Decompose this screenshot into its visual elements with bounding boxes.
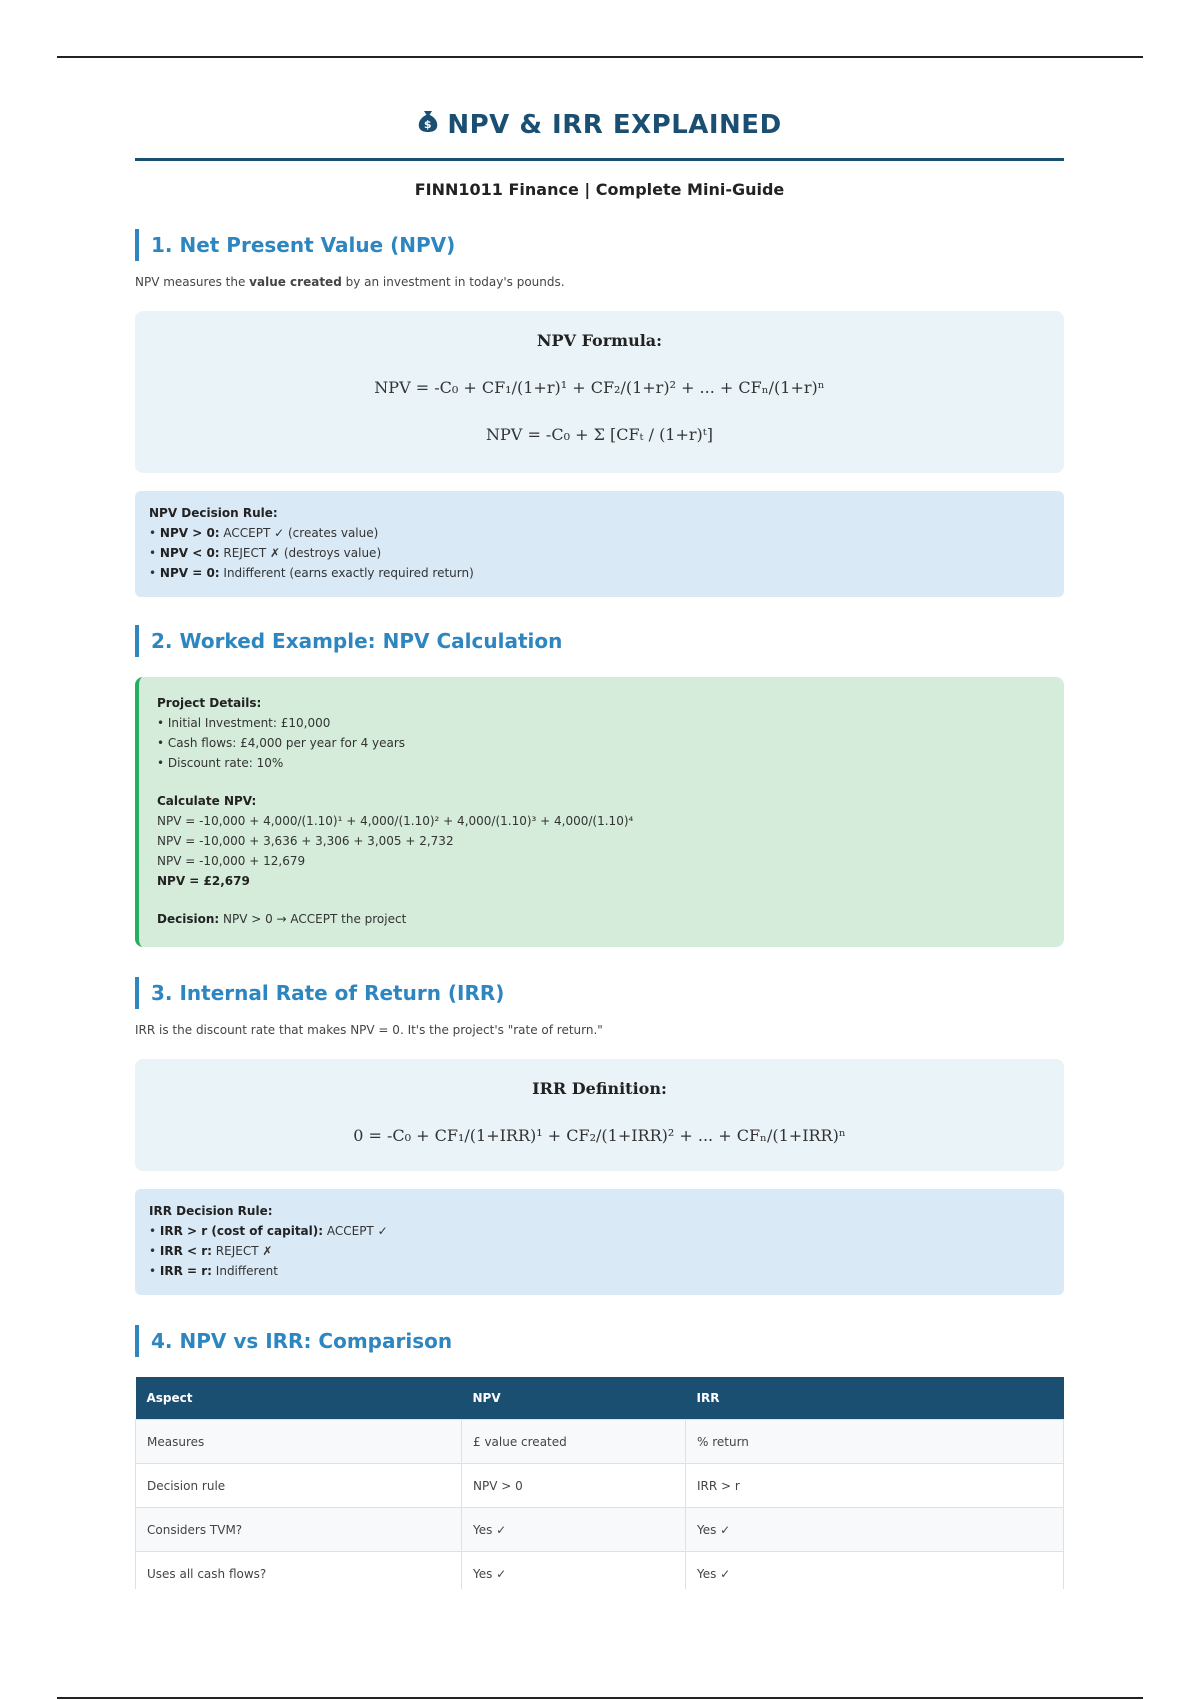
project-detail-item: • Cash flows: £4,000 per year for 4 years [157,736,406,750]
section-heading-irr: 3. Internal Rate of Return (IRR) [135,977,1064,1009]
table-row [136,1508,1064,1552]
money-bag-icon [417,108,439,142]
project-detail-item: • Discount rate: 10% [157,756,284,770]
npv-rule-title: NPV Decision Rule: [149,506,278,520]
irr-rule-item: • IRR > r (cost of capital): ACCEPT ✓ [149,1224,388,1238]
section-heading-comparison: 4. NPV vs IRR: Comparison [135,1325,1064,1357]
table-cell: Yes ✓ [462,1508,686,1552]
title-text: NPV & IRR EXPLAINED [447,110,782,140]
worked-example-box [135,677,1064,947]
table-row [136,1552,1064,1590]
table-cell: Yes ✓ [462,1552,686,1590]
table-cell: £ value created [462,1420,686,1464]
irr-rule-item: • IRR < r: REJECT ✗ [149,1244,273,1258]
comparison-table [135,1377,1064,1589]
irr-formula-box [135,1059,1064,1171]
calc-result: NPV = £2,679 [157,874,250,888]
irr-rule-title: IRR Decision Rule: [149,1204,273,1218]
title-underline [135,158,1064,161]
irr-formula: 0 = -C₀ + CF₁/(1+IRR)¹ + CF₂/(1+IRR)² + ... + CFₙ/(1+IRR)ⁿ [353,1126,846,1145]
project-details-title: Project Details: [157,696,262,710]
npv-formula-expanded: NPV = -C₀ + CF₁/(1+r)¹ + CF₂/(1+r)² + ... + CFₙ/(1+r)ⁿ [374,378,825,397]
npv-rule-item: • NPV = 0: Indifferent (earns exactly required return) [149,566,474,580]
calc-line: NPV = -10,000 + 3,636 + 3,306 + 3,005 + 2,732 [157,834,454,848]
comparison-table-wrapper [135,1357,1064,1589]
page-title [135,108,1064,142]
table-header-cell: IRR [686,1377,1064,1420]
npv-formula-sum: NPV = -C₀ + Σ [CFₜ / (1+r)ᵗ] [486,425,713,444]
decision-line: Decision: NPV > 0 → ACCEPT the project [157,912,407,926]
table-cell: Measures [136,1420,462,1464]
npv-intro: NPV measures the value created by an investment in today's pounds. [135,275,565,289]
calc-line: NPV = -10,000 + 4,000/(1.10)¹ + 4,000/(1.10)² + 4,000/(1.10)³ + 4,000/(1.10)⁴ [157,814,634,828]
irr-intro: IRR is the discount rate that makes NPV = 0. It's the project's "rate of return." [135,1023,603,1037]
page-top-rule [57,56,1143,58]
table-cell: Considers TVM? [136,1508,462,1552]
irr-formula-title: IRR Definition: [532,1079,667,1098]
subtitle: FINN1011 Finance | Complete Mini-Guide [414,180,785,199]
section-heading-worked-example: 2. Worked Example: NPV Calculation [135,625,1064,657]
npv-formula-title: NPV Formula: [536,331,663,350]
calculate-npv-title: Calculate NPV: [157,794,257,808]
irr-rule-item: • IRR = r: Indifferent [149,1264,278,1278]
table-cell: Yes ✓ [686,1552,1064,1590]
npv-rule-item: • NPV > 0: ACCEPT ✓ (creates value) [149,526,379,540]
npv-rule-item: • NPV < 0: REJECT ✗ (destroys value) [149,546,382,560]
table-header-cell: NPV [462,1377,686,1420]
table-row [136,1420,1064,1464]
npv-decision-rule-box [135,491,1064,597]
table-cell: IRR > r [686,1464,1064,1508]
guide-content [135,98,1064,1589]
section-heading-npv: 1. Net Present Value (NPV) [135,229,1064,261]
table-cell: Decision rule [136,1464,462,1508]
calc-line: NPV = -10,000 + 12,679 [157,854,306,868]
page-bottom-rule [57,1697,1143,1699]
table-cell: Uses all cash flows? [136,1552,462,1590]
svg-text:$: $ [424,118,433,131]
irr-decision-rule-box [135,1189,1064,1295]
table-header-row [136,1377,1064,1420]
project-detail-item: • Initial Investment: £10,000 [157,716,331,730]
npv-formula-box [135,311,1064,473]
table-cell: % return [686,1420,1064,1464]
table-row [136,1464,1064,1508]
table-header-cell: Aspect [136,1377,462,1420]
table-cell: Yes ✓ [686,1508,1064,1552]
table-cell: NPV > 0 [462,1464,686,1508]
